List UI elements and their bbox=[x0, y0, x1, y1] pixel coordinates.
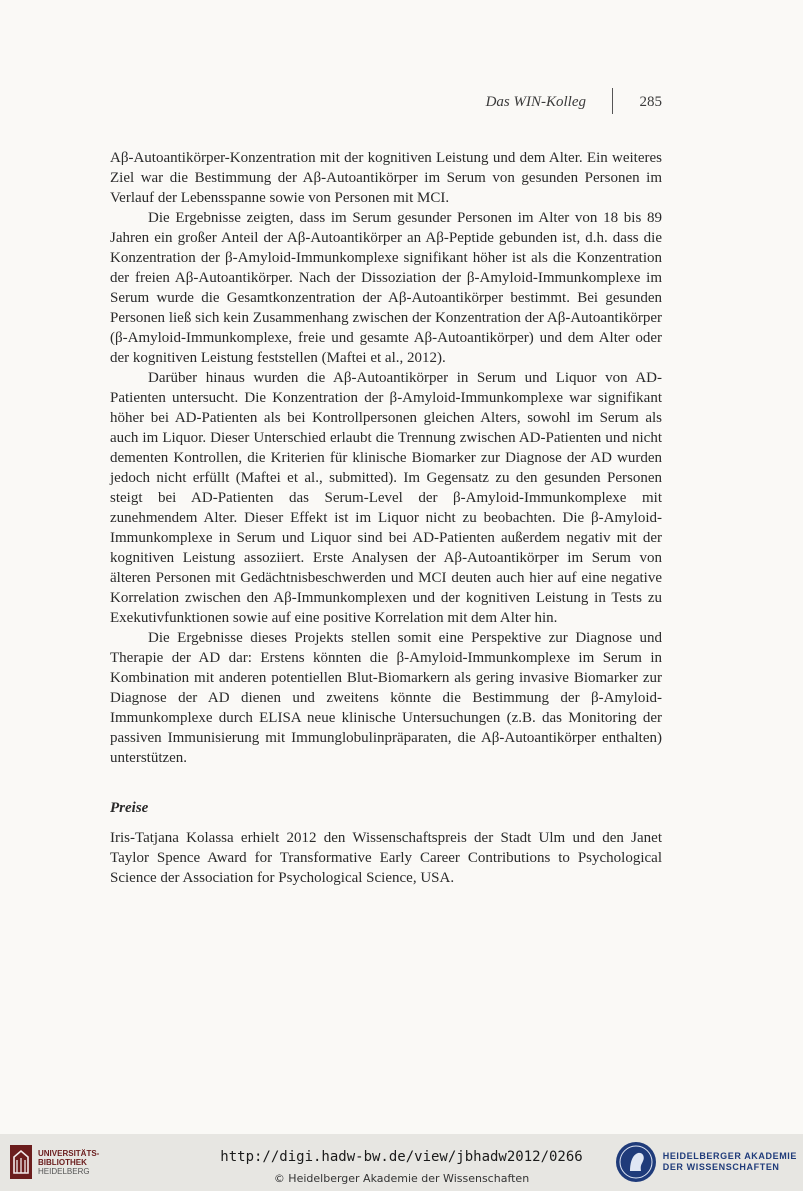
page-header bbox=[110, 92, 662, 120]
footer-band bbox=[0, 1134, 803, 1191]
running-title: Das WIN-Kolleg bbox=[485, 94, 586, 110]
paragraph-1: Aβ-Autoantikörper-Konzentration mit der kognitiven Leistung und dem Alter. Ein weiteres Ziel war die Bestimmung der Aβ-Autoantikörper im Serum von gesunden Personen im Verlauf der Lebensspanne sowie von Personen mit MCI. bbox=[110, 150, 662, 206]
paragraph-3: Darüber hinaus wurden die Aβ-Autoantikörper in Serum und Liquor von AD-Patienten untersucht. Die Konzentration der β-Amyloid-Immunkomplexe war signifikant höher bei AD-Patienten als bei Kontrollpersonen gleichen Alters, sowohl im Serum als auch im Liquor. Dieser Unterschied erlaubt die Trennung zwischen AD-Patienten und nicht dementen Kontrollen, die Kriterien für klinische Biomarker zur Diagnose der AD wurden jedoch nicht erfüllt (Maftei et al., submitted). Im Gegensatz zu den gesunden Personen steigt bei AD-Patienten das Serum-Level der β-Amyloid-Immunkomplexe mit zunehmendem Alter. Dieser Effekt ist im Liquor nicht zu beobachten. Die β-Amyloid-Immunkomplexe in Serum und Liquor sind bei AD-Patienten außerdem negativ mit der kognitiven Leistung assoziiert. Erste Analysen der Aβ-Autoantikörper im Serum von älteren Personen mit Gedächtnisbeschwerden und MCI deuten auch hier auf eine negative Korrelation zwischen den Aβ-Immunkomplexen und der kognitiven Leistung in Tests zu Exekutivfunktionen sowie auf eine positive Korrelation mit dem Alter hin. bbox=[110, 370, 662, 626]
page-number: 285 bbox=[639, 94, 662, 110]
hadw-logo-text bbox=[663, 1151, 797, 1173]
footer-url[interactable]: http://digi.hadw-bw.de/view/jbhadw2012/0266 bbox=[220, 1149, 583, 1165]
ub-logo-line1: UNIVERSITÄTS- bbox=[38, 1148, 100, 1158]
body-text bbox=[110, 148, 662, 888]
paragraph-preise: Iris-Tatjana Kolassa erhielt 2012 den Wissenschaftspreis der Stadt Ulm und den Janet Taylor Spence Award for Transformative Early Career Contributions to Psychological Science der Association for Psychological Science, USA. bbox=[110, 830, 662, 886]
hadw-logo-line2: DER WISSENSCHAFTEN bbox=[662, 1162, 780, 1172]
hadw-logo[interactable] bbox=[615, 1140, 797, 1184]
ub-logo-line2: BIBLIOTHEK bbox=[38, 1157, 87, 1167]
paragraph-4: Die Ergebnisse dieses Projekts stellen somit eine Perspektive zur Diagnose und Therapie der AD dar: Erstens könnten die β-Amyloid-Immunkomplexe im Serum in Kombination mit anderen potentiellen Blut-Biomarkern als gering invasive Biomarker zur Diagnose der AD dienen und zweitens könnte die Bestimmung der β-Amyloid-Immunkomplexe durch ELISA neue klinische Untersuchungen (z.B. das Monitoring der passiven Immunisierung mit Immunglobulinpräparaten, die Aβ-Autoantikörper enthalten) unterstützen. bbox=[110, 630, 662, 766]
academy-seal-icon bbox=[615, 1141, 657, 1183]
footer-copyright: © Heidelberger Akademie der Wissenschaften bbox=[273, 1172, 530, 1185]
hadw-logo-line1: HEIDELBERGER AKADEMIE bbox=[662, 1151, 797, 1161]
section-heading-preise: Preise bbox=[110, 800, 149, 816]
ub-logo-line3: HEIDELBERG bbox=[38, 1166, 90, 1176]
header-divider bbox=[612, 88, 613, 114]
paragraph-2: Die Ergebnisse zeigten, dass im Serum gesunder Personen im Alter von 18 bis 89 Jahren ein großer Anteil der Aβ-Autoantikörper an Aβ-Peptide gebunden ist, d.h. dass die Konzentration der β-Amyloid-Immunkomplexe signifikant höher ist als die Konzentration der freien Aβ-Autoantikörper. Nach der Dissoziation der β-Amyloid-Immunkomplexe im Serum wurde die Gesamtkonzentration der Aβ-Autoantikörper bestimmt. Bei gesunden Personen ließ sich kein Zusammenhang zwischen der Konzentration der Aβ-Autoantikörper (β-Amyloid-Immunkomplexe, freie und gesamte Aβ-Autoantikörper) und dem Alter oder der kognitiven Leistung feststellen (Maftei et al., 2012). bbox=[110, 210, 662, 366]
